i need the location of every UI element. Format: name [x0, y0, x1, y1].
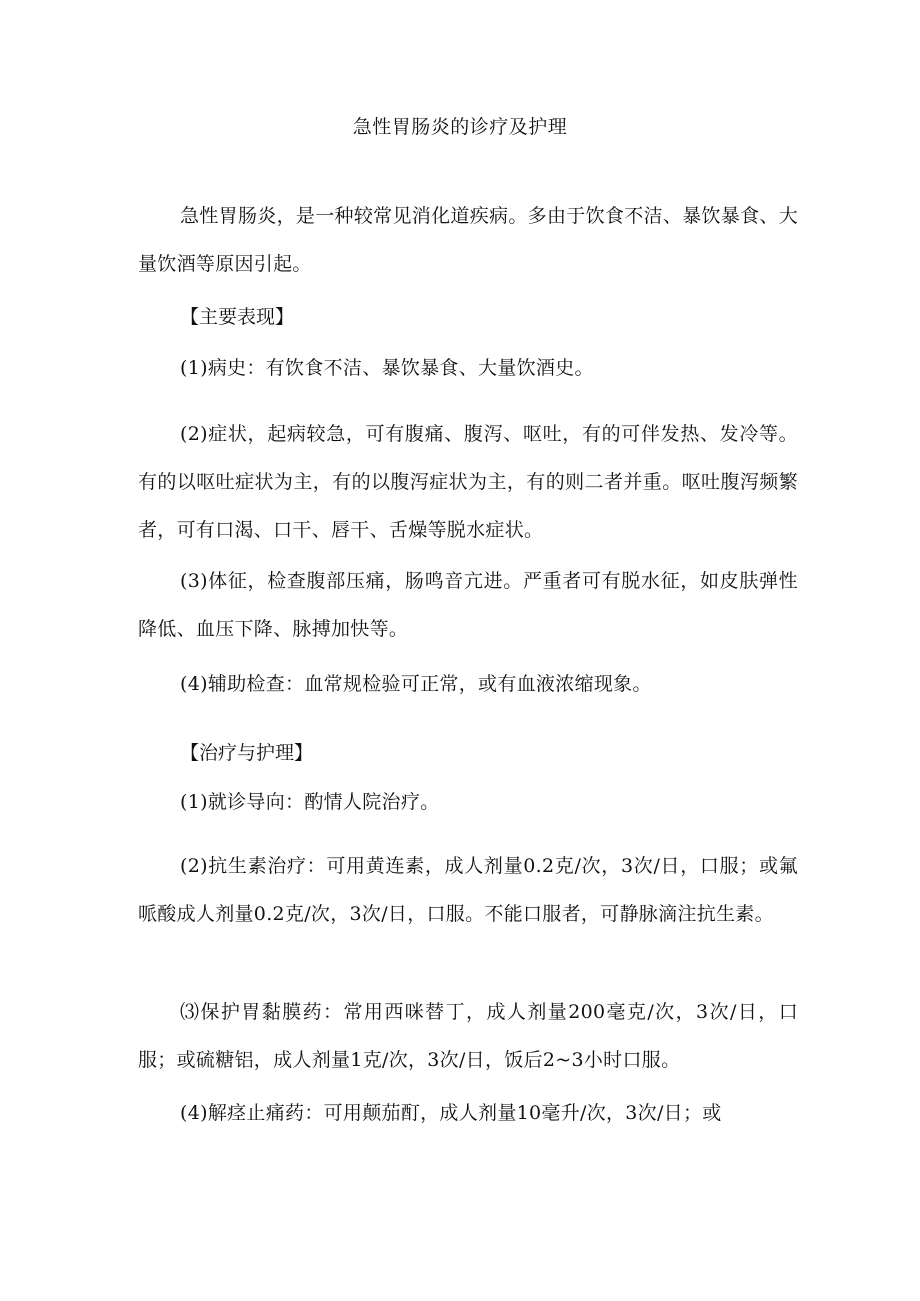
treatment-item-4: (4)解痉止痛药：可用颠茄酊，成人剂量10毫升/次，3次/日；或: [180, 1102, 722, 1124]
symptom-item-4: (4)辅助检查：血常规检验可正常，或有血液浓缩现象。: [180, 673, 652, 695]
symptom-item-2: (2)症状，起病较急，可有腹痛、腹泻、呕吐，有的可伴发热、发冷等。有的以呕吐症状为主，有的以腹泻症状为主，有的则二者并重。呕吐腹泻频繁者，可有口渴、口干、唇干、舌燥等脱水症状。: [138, 423, 798, 541]
symptom-item-1: (1)病史：有饮食不洁、暴饮暴食、大量饮酒史。: [180, 357, 594, 379]
intro-paragraph: 急性胃肠炎，是一种较常见消化道疾病。多由于饮食不洁、暴饮暴食、大量饮酒等原因引起。: [138, 205, 798, 275]
document-title: 急性胃肠炎的诊疗及护理: [352, 116, 568, 138]
treatment-item-1: (1)就诊导向：酌情人院治疗。: [180, 791, 440, 813]
section-heading-treatment: 【治疗与护理】: [180, 742, 314, 764]
treatment-item-2: (2)抗生素治疗：可用黄连素，成人剂量0.2克/次，3次/日，口服；或氟哌酸成人剂量0.2克/次，3次/日，口服。不能口服者，可静脉滴注抗生素。: [138, 855, 798, 925]
section-heading-main-symptoms: 【主要表现】: [180, 306, 295, 328]
treatment-item-3: ⑶保护胃黏膜药：常用西咪替丁，成人剂量200毫克/次，3次/日，口服；或硫糖铝，成人剂量1克/次，3次/日，饭后2~3小时口服。: [138, 1001, 798, 1071]
symptom-item-3: (3)体征，检查腹部压痛，肠鸣音亢进。严重者可有脱水征，如皮肤弹性降低、血压下降、脉搏加快等。: [138, 570, 798, 640]
